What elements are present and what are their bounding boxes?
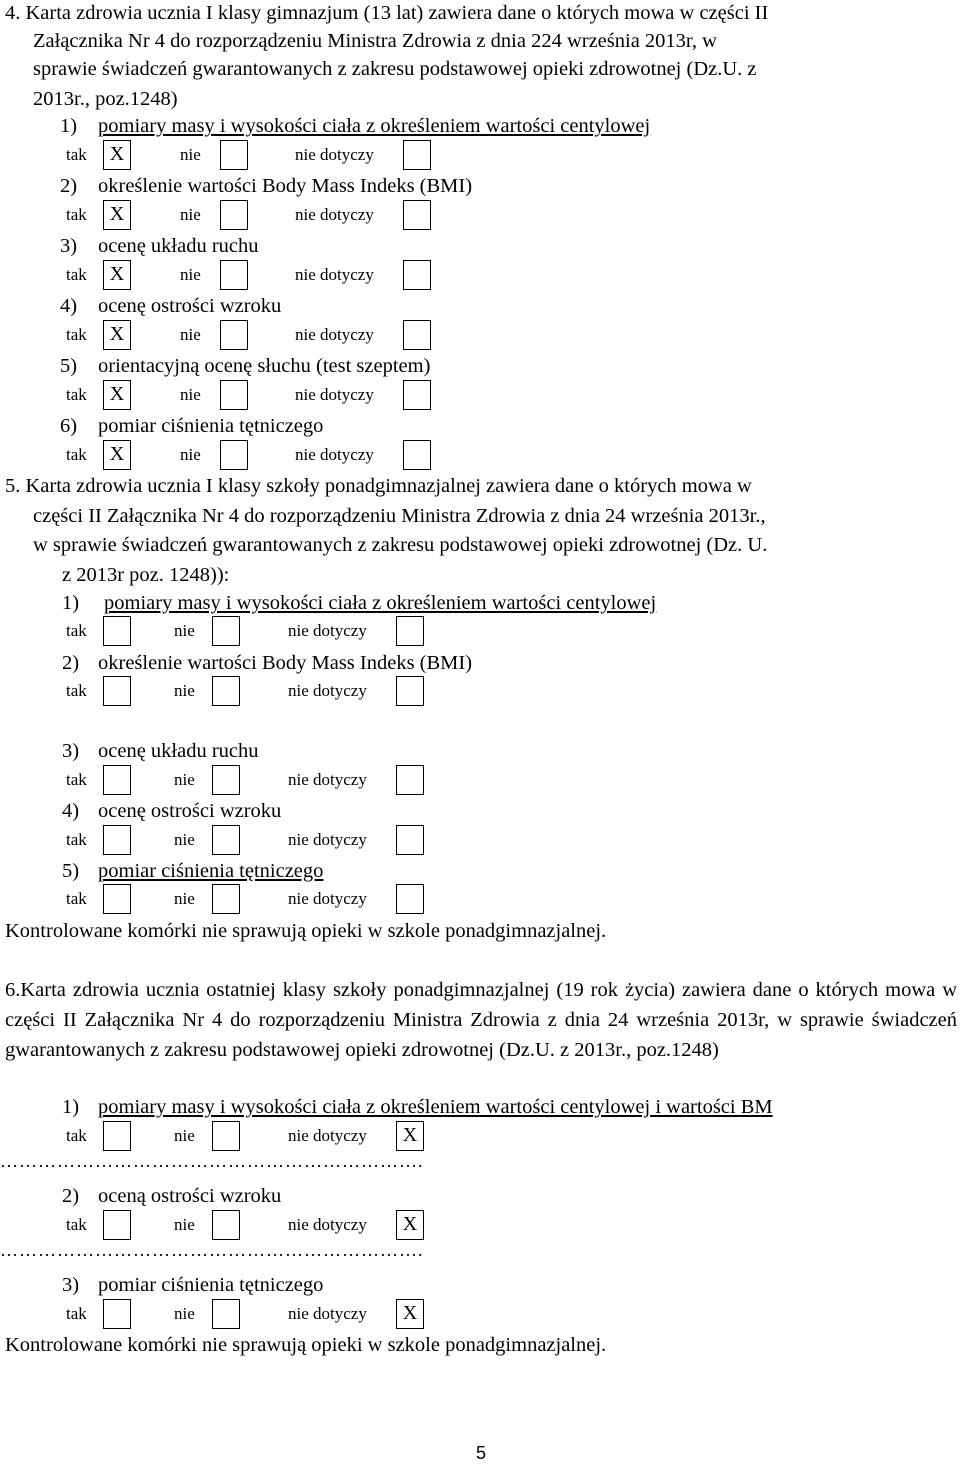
s6-item-2-text: oceną ostrości wzroku [98,1185,282,1207]
s5-item-2-nd-label: nie dotyczy [288,681,367,700]
s4-item-4-nie-label: nie [180,325,201,344]
s5-item-4-tak-label: tak [66,830,87,849]
s4-item-5-nie-checkbox[interactable] [220,380,248,410]
s4-item-4-tak-label: tak [66,325,87,344]
section-5-intro-line-1: 5. Karta zdrowia ucznia I klasy szkoły ponadgimnazjalnej zawiera dane o których mowa w [5,475,752,497]
s6-item-1-nd-checkbox[interactable]: X [396,1121,424,1151]
s5-item-3-text: ocenę układu ruchu [98,740,259,762]
s4-item-5-tak-label: tak [66,385,87,404]
s6-item-1-nie-label: nie [174,1126,195,1145]
s5-item-4-number: 4) [62,800,80,822]
s5-item-1-nie-label: nie [174,621,195,640]
s5-item-5-text: pomiar ciśnienia tętniczego [98,860,324,882]
s5-item-2-number: 2) [62,652,80,674]
s4-item-1-nd-checkbox[interactable] [403,140,431,170]
s5-item-3-nd-checkbox[interactable] [396,765,424,795]
s5-item-5-nd-checkbox[interactable] [396,884,424,914]
s5-item-5-tak-checkbox[interactable] [103,884,131,914]
s5-item-3-nie-label: nie [174,770,195,789]
s4-item-1-tak-label: tak [66,145,87,164]
s4-item-6-nd-checkbox[interactable] [403,440,431,470]
s4-item-4-nie-checkbox[interactable] [220,320,248,350]
s4-item-2-tak-label: tak [66,205,87,224]
s5-item-1-nd-checkbox[interactable] [396,616,424,646]
s6-item-3-number: 3) [62,1274,80,1296]
s5-item-2-nd-checkbox[interactable] [396,676,424,706]
section-5-note: Kontrolowane komórki nie sprawują opieki w szkole ponadgimnazjalnej. [5,920,607,942]
section-4-intro-line-4: 2013r., poz.1248) [33,88,178,110]
s4-item-2-number: 2) [60,175,78,197]
s4-item-5-nd-checkbox[interactable] [403,380,431,410]
s4-item-1-number: 1) [60,115,78,137]
s4-item-3-nie-label: nie [180,265,201,284]
s6-item-1-nie-checkbox[interactable] [212,1121,240,1151]
s4-item-6-nie-label: nie [180,445,201,464]
s4-item-2-nie-label: nie [180,205,201,224]
s5-item-2-text: określenie wartości Body Mass Indeks (BMI) [98,652,473,674]
s4-item-6-nd-label: nie dotyczy [295,445,374,464]
section-5-intro-line-3: w sprawie świadczeń gwarantowanych z zakresu podstawowej opieki zdrowotnej (Dz. U. [33,534,768,556]
s4-item-3-text: ocenę układu ruchu [98,235,259,257]
s5-item-1-text: pomiary masy i wysokości ciała z określeniem wartości centylowej [104,592,657,614]
s5-item-5-number: 5) [62,860,80,882]
s5-item-3-tak-checkbox[interactable] [103,765,131,795]
s5-item-4-nd-label: nie dotyczy [288,830,367,849]
s4-item-6-tak-label: tak [66,445,87,464]
s4-item-5-nie-label: nie [180,385,201,404]
s5-item-5-nie-label: nie [174,889,195,908]
s4-item-6-nie-checkbox[interactable] [220,440,248,470]
s6-item-2-number: 2) [62,1185,80,1207]
s5-item-4-nie-checkbox[interactable] [212,825,240,855]
s5-item-2-tak-checkbox[interactable] [103,676,131,706]
s6-item-1-text: pomiary masy i wysokości ciała z określeniem wartości centylowej i wartości BM [98,1096,773,1118]
page-number: 5 [476,1443,487,1463]
section-4-intro-line-2: Załącznika Nr 4 do rozporządzeniu Ministra Zdrowia z dnia 224 września 2013r, w [33,30,717,52]
s5-item-4-nd-checkbox[interactable] [396,825,424,855]
s4-item-1-nie-label: nie [180,145,201,164]
s4-item-6-text: pomiar ciśnienia tętniczego [98,415,324,437]
s6-item-3-nie-label: nie [174,1304,195,1323]
s5-item-3-tak-label: tak [66,770,87,789]
s4-item-3-nie-checkbox[interactable] [220,260,248,290]
s5-item-1-nie-checkbox[interactable] [212,616,240,646]
s6-item-2-dotted-line: …………………………………………………………. [0,1240,424,1260]
s4-item-4-nd-label: nie dotyczy [295,325,374,344]
s4-item-4-tak-checkbox[interactable]: X [103,320,131,350]
section-5-intro-line-4: z 2013r poz. 1248)): [62,564,230,586]
s4-item-4-number: 4) [60,295,78,317]
s6-item-3-tak-label: tak [66,1304,87,1323]
s5-item-4-nie-label: nie [174,830,195,849]
s6-item-1-nd-label: nie dotyczy [288,1126,367,1145]
section-6-intro: 6.Karta zdrowia ucznia ostatniej klasy szkoły ponadgimnazjalnej (19 rok życia) zawiera dane o których mowa w części II Załącznika Nr 4 do rozporządzeniu Ministra Zdrowia z dnia 24 września 2013r, w sprawie świadczeń gwarantowanych z zakresu podstawowej opieki zdrowotnej (Dz.U. z 2013r., poz.1248) [5,979,957,1061]
s4-item-1-tak-checkbox[interactable]: X [103,140,131,170]
s4-item-2-nie-checkbox[interactable] [220,200,248,230]
s6-item-3-nd-label: nie dotyczy [288,1304,367,1323]
s6-item-1-tak-label: tak [66,1126,87,1145]
section-5-intro-line-2: części II Załącznika Nr 4 do rozporządzeniu Ministra Zdrowia z dnia 24 września 2013r., [33,505,766,527]
s6-item-2-nd-label: nie dotyczy [288,1215,367,1234]
s4-item-3-tak-label: tak [66,265,87,284]
s5-item-1-number: 1) [62,592,80,614]
s6-item-3-nd-checkbox[interactable]: X [396,1299,424,1329]
s6-item-2-nie-label: nie [174,1215,195,1234]
s4-item-2-tak-checkbox[interactable]: X [103,200,131,230]
s5-item-5-nie-checkbox[interactable] [212,884,240,914]
s5-item-4-tak-checkbox[interactable] [103,825,131,855]
s4-item-1-nd-label: nie dotyczy [295,145,374,164]
s4-item-3-nd-checkbox[interactable] [403,260,431,290]
s4-item-5-number: 5) [60,355,78,377]
s6-item-3-text: pomiar ciśnienia tętniczego [98,1274,324,1296]
s4-item-1-nie-checkbox[interactable] [220,140,248,170]
s5-item-3-nie-checkbox[interactable] [212,765,240,795]
s4-item-2-nd-checkbox[interactable] [403,200,431,230]
s5-item-2-tak-label: tak [66,681,87,700]
s4-item-2-nd-label: nie dotyczy [295,205,374,224]
section-4-intro-line-3: sprawie świadczeń gwarantowanych z zakresu podstawowej opieki zdrowotnej (Dz.U. z [33,58,757,80]
s4-item-4-nd-checkbox[interactable] [403,320,431,350]
s4-item-2-text: określenie wartości Body Mass Indeks (BMI) [98,175,473,197]
s6-item-2-nd-checkbox[interactable]: X [396,1210,424,1240]
s4-item-3-nd-label: nie dotyczy [295,265,374,284]
s4-item-1-text: pomiary masy i wysokości ciała z określeniem wartości centylowej [98,115,651,137]
s4-item-6-number: 6) [60,415,78,437]
s4-item-5-nd-label: nie dotyczy [295,385,374,404]
s5-item-3-nd-label: nie dotyczy [288,770,367,789]
s5-item-4-text: ocenę ostrości wzroku [98,800,282,822]
s5-item-2-nie-checkbox[interactable] [212,676,240,706]
s6-item-1-number: 1) [62,1096,80,1118]
s5-item-5-tak-label: tak [66,889,87,908]
s5-item-1-tak-label: tak [66,621,87,640]
s6-item-1-dotted-line: …………………………………………………………. [0,1151,424,1171]
s5-item-1-tak-checkbox[interactable] [103,616,131,646]
s6-item-3-nie-checkbox[interactable] [212,1299,240,1329]
s5-item-2-nie-label: nie [174,681,195,700]
s5-item-1-nd-label: nie dotyczy [288,621,367,640]
s4-item-3-tak-checkbox[interactable]: X [103,260,131,290]
s4-item-5-text: orientacyjną ocenę słuchu (test szeptem) [98,355,431,377]
s5-item-5-nd-label: nie dotyczy [288,889,367,908]
section-4-intro-line-1: 4. Karta zdrowia ucznia I klasy gimnazjum (13 lat) zawiera dane o których mowa w części II [5,2,769,24]
s6-item-1-tak-checkbox[interactable] [103,1121,131,1151]
s6-item-2-tak-checkbox[interactable] [103,1210,131,1240]
s4-item-5-tak-checkbox[interactable]: X [103,380,131,410]
s4-item-6-tak-checkbox[interactable]: X [103,440,131,470]
s5-item-3-number: 3) [62,740,80,762]
s6-item-2-tak-label: tak [66,1215,87,1234]
s4-item-3-number: 3) [60,235,78,257]
s6-item-2-nie-checkbox[interactable] [212,1210,240,1240]
s6-item-3-tak-checkbox[interactable] [103,1299,131,1329]
s4-item-4-text: ocenę ostrości wzroku [98,295,282,317]
section-6-note: Kontrolowane komórki nie sprawują opieki w szkole ponadgimnazjalnej. [5,1334,607,1356]
